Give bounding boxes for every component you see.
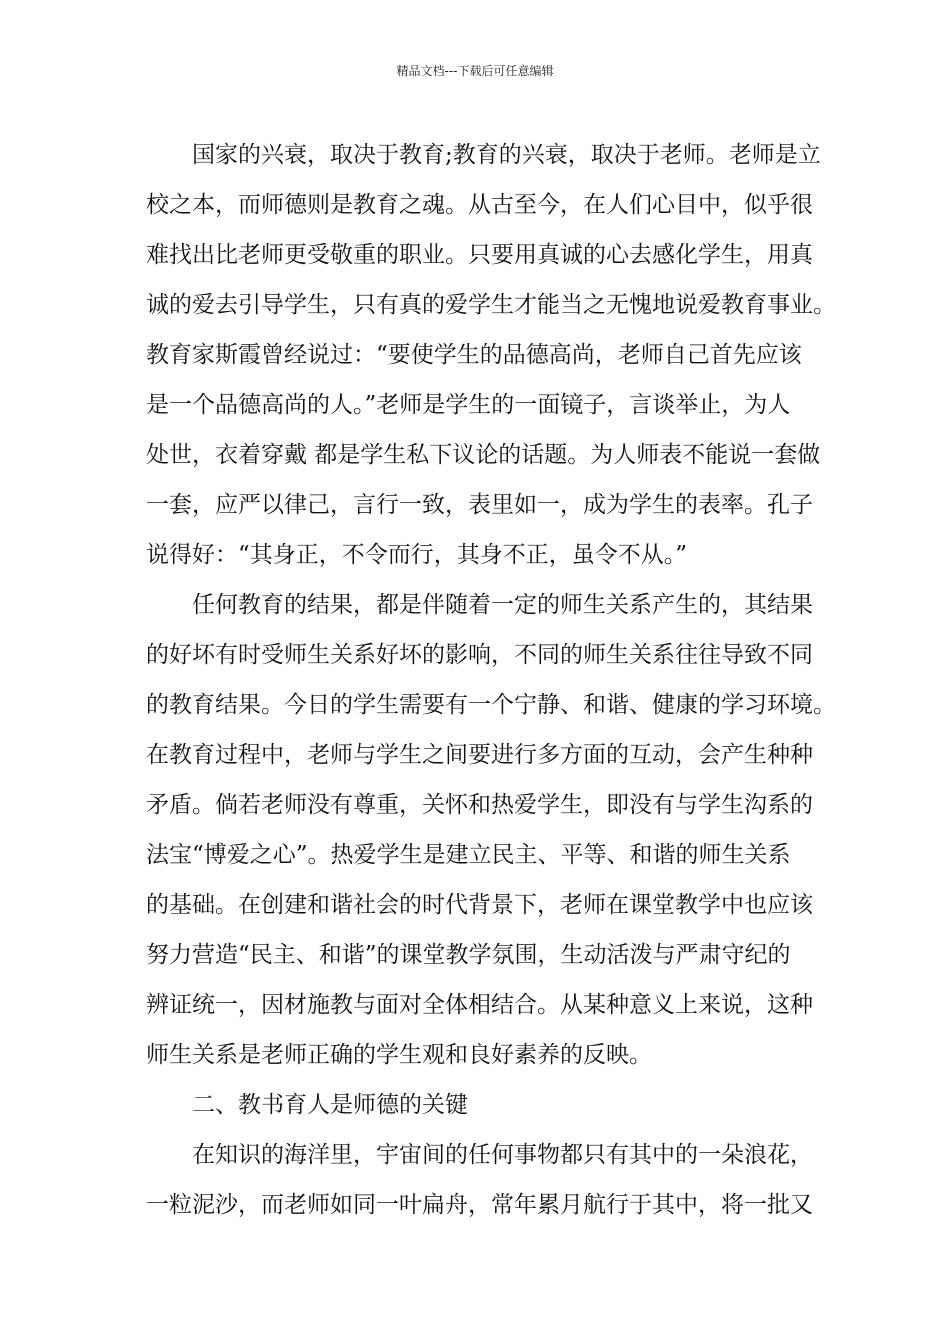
- paragraph-line: 诚的爱去引导学生，只有真的爱学生才能当之无愧地说爱教育事业。: [146, 292, 836, 318]
- paragraph-line: 辨证统一，因材施教与面对全体相结合。从某种意义上来说，这种: [146, 992, 813, 1018]
- paragraph-line: 的好坏有时受师生关系好坏的影响，不同的师生关系往往导致不同: [146, 642, 813, 668]
- paragraph-line: 教育家斯霞曾经说过：“要使学生的品德高尚，老师自己首先应该: [146, 342, 802, 368]
- paragraph-line: 在教育过程中，老师与学生之间要进行多方面的互动，会产生种种: [146, 742, 813, 768]
- paragraph-line: 说得好：“其身正，不令而行，其身不正，虽令不从。”: [146, 542, 688, 568]
- paragraph-line: 的教育结果。今日的学生需要有一个宁静、和谐、健康的学习环境。: [146, 692, 836, 718]
- paragraph-line: 的基础。在创建和谐社会的时代背景下，老师在课堂教学中也应该: [146, 892, 813, 918]
- paragraph-line: 处世，衣着穿戴 都是学生私下议论的话题。为人师表不能说一套做: [146, 442, 821, 468]
- paragraph-line: 法宝“博爱之心”。热爱学生是建立民主、平等、和谐的师生关系: [146, 842, 791, 868]
- paragraph-line: 一套，应严以律己，言行一致，表里如一，成为学生的表率。孔子: [146, 492, 813, 518]
- paragraph-line: 任何教育的结果，都是伴随着一定的师生关系产生的，其结果: [192, 592, 813, 618]
- paragraph-line: 矛盾。倘若老师没有尊重，关怀和热爱学生，即没有与学生沟系的: [146, 792, 813, 818]
- paragraph-line: 是一个品德高尚的人。”老师是学生的一面镜子，言谈举止，为人: [146, 392, 791, 418]
- paragraph-line: 努力营造“民主、和谐”的课堂教学氛围，生动活泼与严肃守纪的: [146, 942, 791, 968]
- page-header: 精品文档---下载后可任意编辑: [396, 64, 554, 78]
- paragraph-line: 难找出比老师更受敬重的职业。只要用真诚的心去感化学生，用真: [146, 242, 813, 268]
- paragraph-line: 国家的兴衰，取决于教育;教育的兴衰，取决于老师。老师是立: [192, 142, 821, 168]
- document-body: [146, 130, 836, 1230]
- paragraph-line: 在知识的海洋里，宇宙间的任何事物都只有其中的一朵浪花，: [192, 1142, 813, 1168]
- paragraph-line: 校之本，而师德则是教育之魂。从古至今，在人们心目中，似乎很: [146, 192, 813, 218]
- paragraph-line: 一粒泥沙，而老师如同一叶扁舟，常年累月航行于其中，将一批又: [146, 1192, 813, 1218]
- paragraph-line: 师生关系是老师正确的学生观和良好素养的反映。: [146, 1042, 652, 1068]
- section-heading: 二、教书育人是师德的关键: [192, 1092, 468, 1118]
